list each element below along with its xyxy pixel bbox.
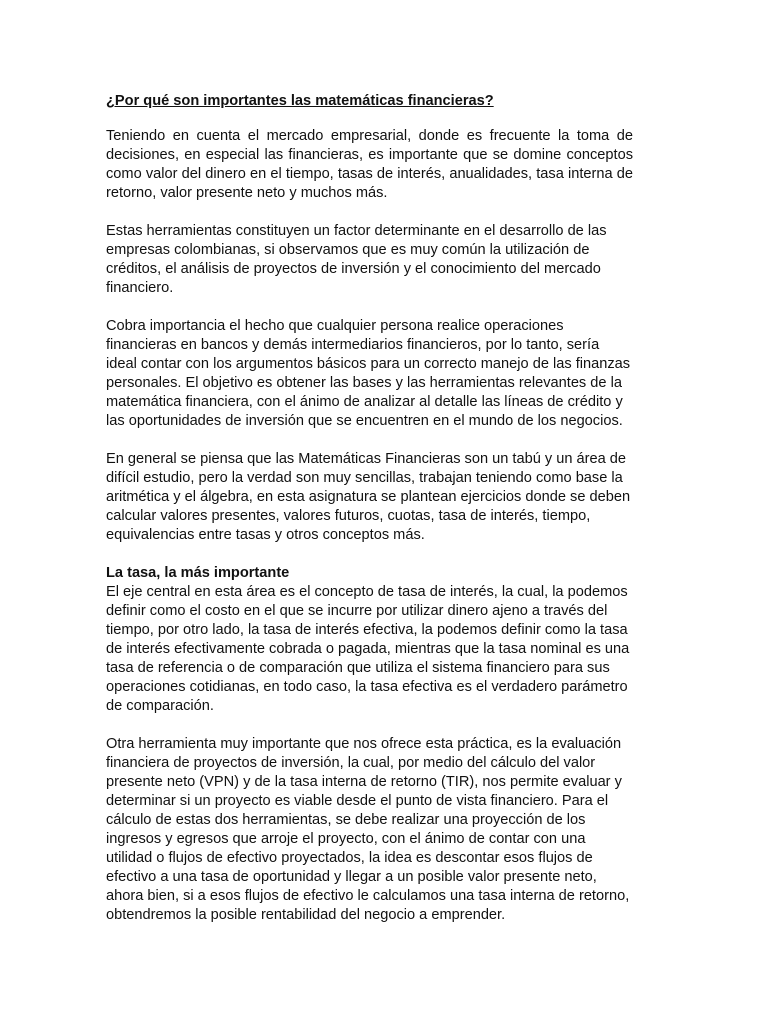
document-body bbox=[106, 92, 633, 944]
paragraph-interest-rate: El eje central en esta área es el concepto de tasa de interés, la cual, la podemos definir como el costo en el que se incurre por utilizar dinero ajeno a través del tiempo, por otro lado, la tasa de interés efectiva, la podemos definir como la tasa de interés efectivamente cobrada o pagada, mientras que la tasa nominal es una tasa de referencia o de comparación que utiliza el sistema financiero para sus operaciones cotidianas, en todo caso, la tasa efectiva es el verdadero parámetro de comparación. bbox=[106, 584, 630, 714]
paragraph-importance: Cobra importancia el hecho que cualquier persona realice operaciones financieras en bancos y demás intermediarios financieros, por lo tanto, sería ideal contar con los argumentos básicos para un correcto manejo de las finanzas personales. El objetivo es obtener las bases y las herramientas relevantes de la matemática financiera, con el ánimo de analizar al detalle las líneas de crédito y las oportunidades de inversión que se encuentren en el mundo de los negocios. bbox=[106, 318, 631, 429]
paragraph-tools: Estas herramientas constituyen un factor determinante en el desarrollo de las empresas colombianas, si observamos que es muy común la utilización de créditos, el análisis de proyectos de inversión y el conocimiento del mercado financiero. bbox=[106, 223, 607, 296]
document-title: ¿Por qué son importantes las matemáticas financieras? bbox=[106, 93, 494, 109]
paragraph-intro: Teniendo en cuenta el mercado empresarial, donde es frecuente la toma de decisiones, en especial las financieras, es importante que se domine conceptos como valor del dinero en el tiempo, tasas de interés, anualidades, tasa interna de retorno, valor presente neto y muchos más. bbox=[106, 128, 633, 201]
paragraph-project-evaluation: Otra herramienta muy importante que nos ofrece esta práctica, es la evaluación financiera de proyectos de inversión, la cual, por medio del cálculo del valor presente neto (VPN) y de la tasa interna de retorno (TIR), nos permite evaluar y determinar si un proyecto es viable desde el punto de vista financiero. Para el cálculo de estas dos herramientas, se debe realizar una proyección de los ingresos y egresos que arroje el proyecto, con el ánimo de contar con una utilidad o flujos de efectivo proyectados, la idea es descontar esos flujos de efectivo a una tasa de oportunidad y llegar a un posible valor presente neto, ahora bien, si a esos flujos de efectivo le calculamos una tasa interna de retorno, obtendremos la posible rentabilidad del negocio a emprender. bbox=[106, 736, 630, 923]
section-heading: La tasa, la más importante bbox=[106, 565, 290, 581]
paragraph-general: En general se piensa que las Matemáticas Financieras son un tabú y un área de difícil estudio, pero la verdad son muy sencillas, trabajan teniendo como base la aritmética y el álgebra, en esta asignatura se plantean ejercicios donde se deben calcular valores presentes, valores futuros, cuotas, tasa de interés, tiempo, equivalencias entre tasas y otros conceptos más. bbox=[106, 451, 631, 543]
